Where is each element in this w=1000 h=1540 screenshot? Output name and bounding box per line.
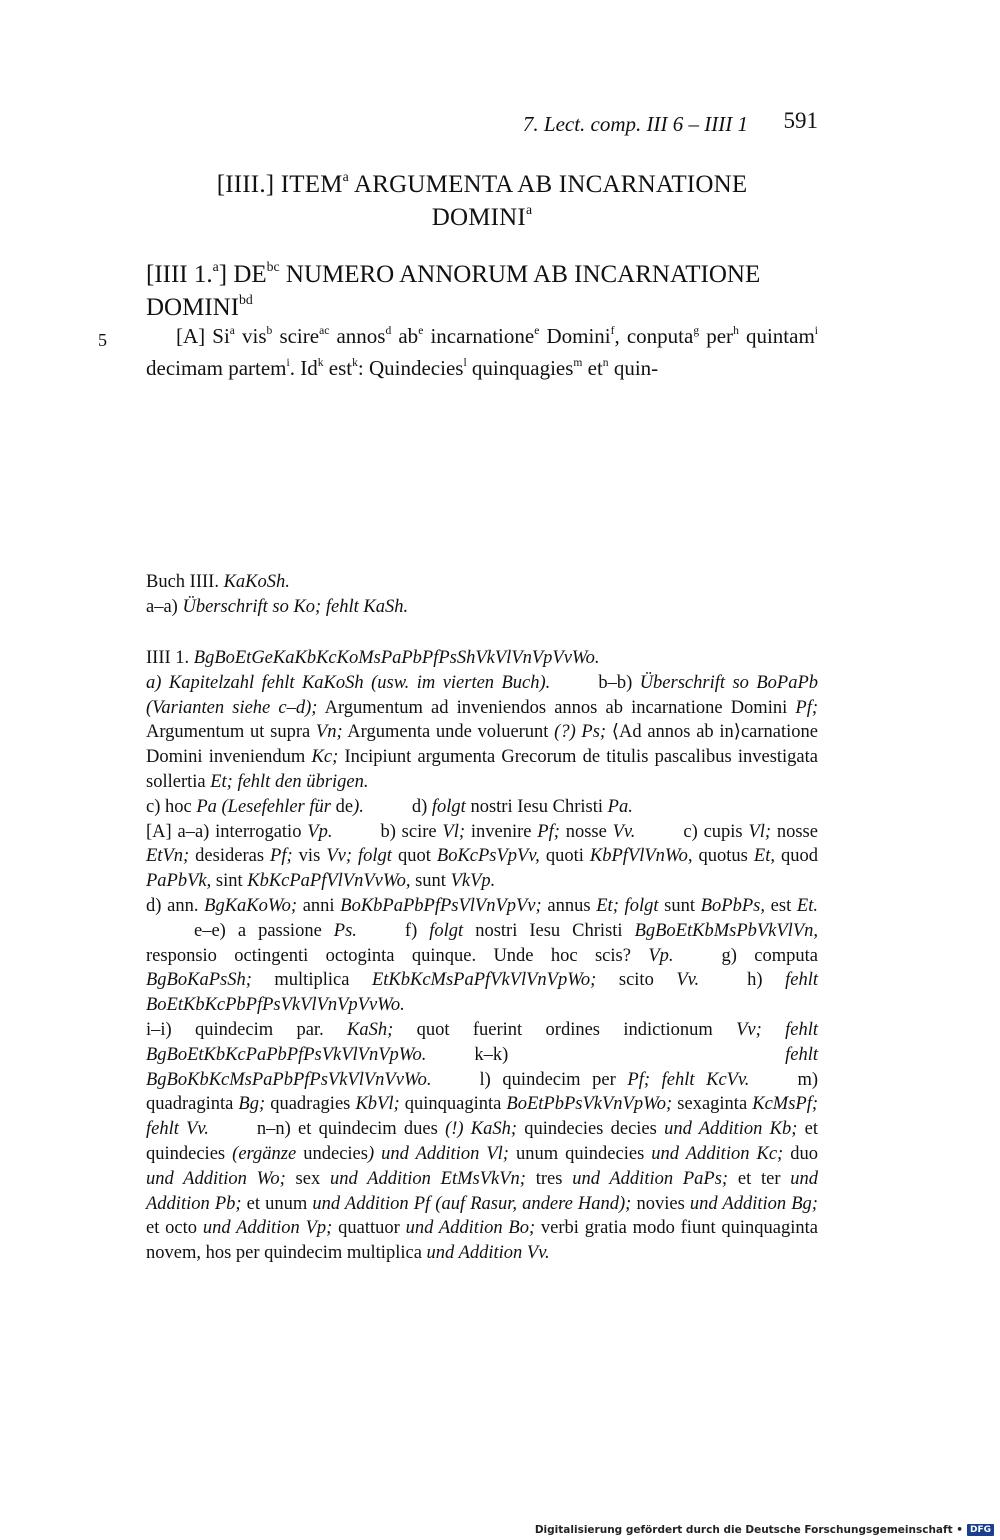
text-run: novies <box>631 1193 690 1214</box>
text-run: est <box>323 356 353 380</box>
text-run: et <box>582 356 603 380</box>
text-run: f) <box>404 920 430 941</box>
text-run: nosse <box>559 821 613 842</box>
footnote-marker: e <box>418 324 424 337</box>
digitization-footer <box>535 1524 994 1536</box>
text-run: per <box>699 324 734 348</box>
text-run: . Id <box>289 356 318 380</box>
text-run: Argumentum ut supra <box>146 722 316 743</box>
chapter-title-part: ] DE <box>218 261 267 288</box>
text-run: nosse <box>771 821 818 842</box>
text-run: quadragies <box>265 1094 356 1115</box>
text-run: quindecies decies <box>517 1119 665 1140</box>
siglum: fehlt BoEtKbKcPbPfPsVkVlVnVpVvWo. <box>146 970 818 1016</box>
text-run: decimam partem <box>146 356 287 380</box>
text-run: b) scire <box>380 821 443 842</box>
siglum: (?) Ps; <box>554 722 607 743</box>
siglum: BgBoEtKbMsPbVkVlVn, <box>634 920 818 941</box>
siglum: Vn; <box>315 722 343 743</box>
apparatus-entries <box>146 820 818 1266</box>
text-run: l) quindecim per <box>479 1069 628 1090</box>
footnote-marker: i <box>286 356 290 369</box>
siglum: Vp. <box>307 821 333 842</box>
text-run: h) <box>747 970 786 991</box>
apparatus-entries <box>146 671 818 820</box>
text-run: sexaginta <box>672 1094 753 1115</box>
siglum: und Addition Kc; <box>651 1143 784 1164</box>
footnote-marker: k <box>352 356 358 369</box>
text-run: : Quindecies <box>357 356 464 380</box>
siglum: und Addition Bg; <box>689 1193 818 1214</box>
siglum: Vv; folgt <box>326 846 392 867</box>
footnote-marker: bd <box>239 292 253 307</box>
line-number: 5 <box>98 330 107 350</box>
text-run: ab <box>391 324 419 348</box>
text-run: scito <box>596 970 677 991</box>
footnote-marker: k <box>317 356 324 369</box>
siglum: EtVn; <box>146 846 190 867</box>
text-run: Argumenta unde voluerunt <box>342 722 555 743</box>
apparatus-book <box>146 570 818 620</box>
text-run: annos <box>329 324 386 348</box>
siglum: und Addition Vp; <box>202 1218 333 1239</box>
text-run: b–b) <box>598 672 640 693</box>
text-run: vis <box>234 324 267 348</box>
text-run: responsio octingenti octoginta quinque. Unde hoc scis? <box>146 945 649 966</box>
text-run: et quindecies <box>146 1119 819 1164</box>
text-run: scire <box>272 324 320 348</box>
text-run: quod <box>775 846 819 867</box>
text-run: vis <box>292 846 327 867</box>
text-run: quinquaginta <box>399 1094 507 1115</box>
footnote-marker: h <box>733 324 739 337</box>
footnote-marker: ac <box>319 324 330 337</box>
text-run: sunt <box>658 895 701 916</box>
text-run: multiplica <box>251 970 372 991</box>
text-run: quoti <box>539 846 590 867</box>
footnote-marker: b <box>266 324 273 337</box>
text-run: Incipiunt argumenta Grecorum de titulis pascalibus investigata sollertia <box>146 747 818 792</box>
text-run: nostri Iesu Christi <box>463 920 635 941</box>
text-run: undecies <box>296 1143 368 1164</box>
siglum: Vl; <box>442 821 466 842</box>
text-run: est <box>764 895 797 916</box>
section-title-part: DOMINI <box>431 204 526 231</box>
text-run: quattuor <box>332 1218 406 1239</box>
text-run: nostri Iesu Christi <box>465 796 608 817</box>
section-title-part: ARGUMENTA AB INCARNATIONE <box>348 171 748 198</box>
text-run: et octo <box>146 1218 203 1239</box>
text-run: a–a) <box>146 596 183 617</box>
siglum: a) Kapitelzahl fehlt KaKoSh (usw. im vierten Buch). <box>146 672 551 693</box>
main-paragraph <box>146 320 818 384</box>
text-run: et ter <box>728 1168 791 1189</box>
text-run: duo <box>783 1143 818 1164</box>
chapter-title-part: NUMERO ANNORUM AB INCARNATIONE <box>279 261 761 288</box>
siglum: KcMsPf; fehlt Vv. <box>146 1094 819 1140</box>
text-run: Domini <box>539 324 611 348</box>
siglum: und Addition Kb; <box>664 1119 798 1140</box>
text-run: de <box>335 796 354 817</box>
apparatus-line <box>146 595 818 620</box>
text-run: quot <box>391 846 437 867</box>
siglum: Pf; <box>270 846 293 867</box>
text-run: quotus <box>692 846 754 867</box>
text-run: quinquagies <box>466 356 574 380</box>
text-run: verbi gratia modo fiunt quinquaginta novem, hos per quindecim multiplica <box>146 1218 818 1264</box>
footnote-marker: g <box>693 324 700 337</box>
siglum: Pf; <box>537 821 560 842</box>
siglum: BoEtPbPsVkVnVpWo; <box>506 1094 673 1115</box>
footnote-marker: bc <box>266 259 280 274</box>
footnote-marker: a <box>525 202 533 217</box>
text-run: sunt <box>410 871 451 892</box>
text-run: quin- <box>608 356 659 380</box>
siglum: VkVp. <box>450 871 496 892</box>
chapter-title-part: [IIII 1. <box>146 261 213 288</box>
text-run: desideras <box>189 846 271 867</box>
siglum: Bg; <box>238 1094 266 1115</box>
siglum: Vv. <box>612 821 636 842</box>
text-run: quot fuerint ordines indictionum <box>393 1019 737 1040</box>
text-run: ⟨Ad annos ab in⟩carnatione Domini inveniendum <box>146 722 818 768</box>
text-run: k–k) <box>474 1044 786 1065</box>
siglum: KaSh; <box>347 1019 394 1040</box>
siglum: ). <box>353 796 364 817</box>
text-run: , conputa <box>614 324 694 348</box>
text-run: [A] Si <box>176 324 230 348</box>
text-run: sint <box>211 871 248 892</box>
siglum: BoKcPsVpVv, <box>436 846 540 867</box>
footnote-marker: l <box>463 356 467 369</box>
siglum: Vv; fehlt BgBoEtKbKcPaPbPfPsVkVlVnVpWo. <box>146 1019 818 1065</box>
siglum: Pf; <box>795 697 818 718</box>
footer-text: Digitalisierung gefördert durch die Deutsche Forschungsgemeinschaft • <box>534 1524 963 1536</box>
footnote-marker: n <box>602 356 609 369</box>
siglum: und Addition Pb; <box>146 1168 818 1214</box>
siglum: PaPbVk, <box>146 871 212 892</box>
text-run: c) hoc <box>146 796 197 817</box>
siglum: BgBoKaPsSh; <box>146 970 252 991</box>
footnote-marker: e <box>534 324 540 337</box>
siglum: (ergänze <box>232 1143 297 1164</box>
footnote-marker: f <box>610 324 615 337</box>
siglum: KbPfVlVnWo, <box>589 846 693 867</box>
siglum: Pf; fehlt KcVv. <box>627 1069 750 1090</box>
text-run: g) computa <box>721 945 818 966</box>
footnote-marker: a <box>229 324 235 337</box>
text-run: annus <box>541 895 597 916</box>
section-title-part: [IIII.] ITEM <box>216 171 343 198</box>
siglum: KbVl; <box>355 1094 400 1115</box>
running-title: 7. Lect. comp. III 6 – IIII 1 <box>522 112 748 136</box>
footnote-marker: i <box>814 324 818 337</box>
text-run: unum quindecies <box>508 1143 652 1164</box>
siglum: EtKbKcMsPaPfVkVlVnVpWo; <box>371 970 597 991</box>
siglum: und Addition Vv. <box>426 1243 550 1264</box>
text-run: n–n) et quindecim dues <box>256 1119 446 1140</box>
siglum: fehlt BgBoKbKcMsPaPbPfPsVkVlVnVvWo. <box>146 1044 818 1090</box>
siglum: BoKbPaPbPfPsVlVnVpVv; <box>340 895 542 916</box>
text-run: et unum <box>241 1193 313 1214</box>
siglum: Vv. <box>676 970 700 991</box>
footnote-marker: a <box>212 259 219 274</box>
siglum: BoPbPs, <box>700 895 765 916</box>
text-run: c) cupis <box>683 821 749 842</box>
siglum: KaKoSh. <box>223 572 290 592</box>
siglum: Et; folgt <box>596 895 659 916</box>
siglum: und Addition Bo; <box>405 1218 536 1239</box>
text-run: [A] a–a) interrogatio <box>146 821 308 842</box>
siglum: Ps. <box>333 920 357 941</box>
text-run: Argumentum ad inveniendos annos ab incarnatione Domini <box>317 697 796 718</box>
main-text <box>146 320 818 384</box>
siglum: Überschrift so BoPaPb (Varianten siehe c–d); <box>146 672 818 718</box>
text-run: m) quadraginta <box>146 1069 818 1115</box>
page-number: 591 <box>783 108 818 133</box>
siglum: Et, <box>753 846 775 867</box>
siglum: KbKcPaPfVlVnVvWo, <box>247 871 411 892</box>
siglum: und Addition Pf (auf Rasur, andere Hand); <box>312 1193 632 1214</box>
text-run: d) ann. <box>146 895 205 916</box>
text-run: d) <box>411 796 432 817</box>
siglum: folgt <box>429 920 464 941</box>
siglum: Vp. <box>648 945 674 966</box>
apparatus-chapter <box>146 646 818 1266</box>
siglum: Überschrift so Ko; fehlt KaSh. <box>182 596 409 617</box>
text-run: incarnatione <box>423 324 535 348</box>
text-run: Buch IIII. <box>146 572 224 592</box>
siglum: Kc; <box>311 747 339 768</box>
siglum: Et; fehlt den übrigen. <box>210 771 369 792</box>
dfg-logo: DFG <box>967 1524 994 1536</box>
footnote-marker: d <box>385 324 392 337</box>
siglum: Vl; <box>748 821 772 842</box>
text-run: IIII 1. <box>146 648 194 668</box>
text-run: anni <box>297 895 341 916</box>
text-run: sex <box>285 1168 330 1189</box>
siglum: und Addition Wo; <box>146 1168 286 1189</box>
chapter-title <box>146 258 818 324</box>
siglum: ) und Addition Vl; <box>367 1143 509 1164</box>
text-run: invenire <box>465 821 538 842</box>
chapter-title-part: DOMINI <box>146 294 240 321</box>
text-run: i–i) quindecim par. <box>146 1019 348 1040</box>
footnote-marker: m <box>573 356 583 369</box>
text-run: tres <box>525 1168 573 1189</box>
siglum: BgBoEtGeKaKbKcKoMsPaPbPfPsShVkVlVnVpVvWo. <box>193 648 600 668</box>
siglum: (!) KaSh; <box>445 1119 518 1140</box>
siglum: Et. <box>796 895 818 916</box>
siglum: BgKaKoWo; <box>204 895 298 916</box>
footnote-marker: a <box>342 169 349 184</box>
siglum: Pa. <box>607 796 633 817</box>
siglum: folgt <box>431 796 466 817</box>
apparatus-line <box>146 646 818 671</box>
text-run: quintam <box>738 324 815 348</box>
siglum: Pa (Lesefehler für <box>196 796 336 817</box>
section-title <box>146 168 818 234</box>
siglum: und Addition PaPs; <box>572 1168 729 1189</box>
apparatus-line <box>146 570 818 595</box>
siglum: und Addition EtMsVkVn; <box>330 1168 526 1189</box>
text-run: e–e) a passione <box>194 920 334 941</box>
